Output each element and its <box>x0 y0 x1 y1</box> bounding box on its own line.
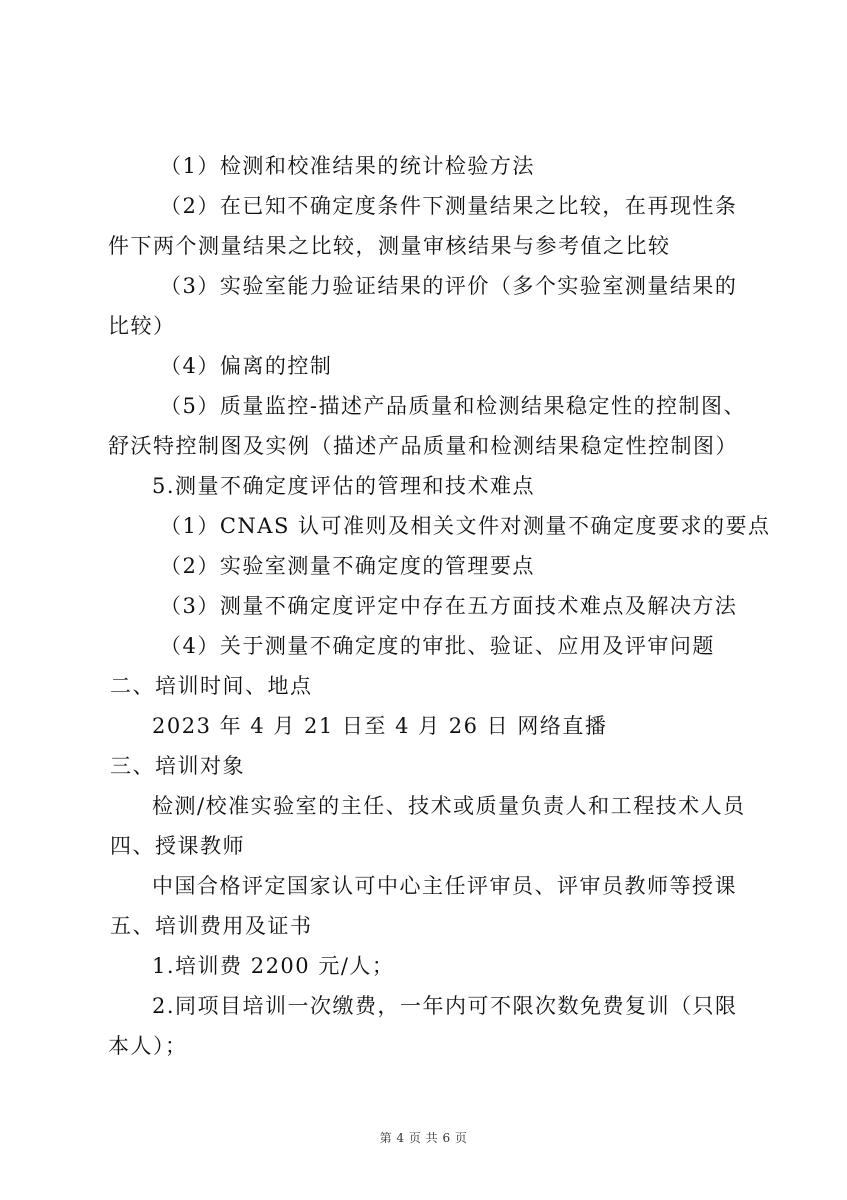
list-item-approval: （4）关于测量不确定度的审批、验证、应用及评审问题 <box>160 634 715 658</box>
fee-item-price: 1.培训费 2200 元/人； <box>152 954 395 978</box>
page-number-footer: 第 4 页 共 6 页 <box>379 1131 468 1145</box>
list-item-quality-monitoring: （5）质量监控-描述产品质量和检测结果稳定性的控制图、 <box>160 394 746 418</box>
list-item-cnas: （1）CNAS 认可准则及相关文件对测量不确定度要求的要点 <box>160 514 771 538</box>
instructors-text: 中国合格评定国家认可中心主任评审员、评审员教师等授课 <box>152 874 737 898</box>
list-item-quality-monitoring-cont: 舒沃特控制图及实例（描述产品质量和检测结果稳定性控制图） <box>108 434 738 458</box>
section-heading-uncertainty: 5.测量不确定度评估的管理和技术难点 <box>152 474 536 498</box>
time-location-text: 2023 年 4 月 21 日至 4 月 26 日 网络直播 <box>152 714 608 738</box>
list-item-proficiency: （3）实验室能力验证结果的评价（多个实验室测量结果的 <box>160 274 738 298</box>
heading-fees-certificate: 五、培训费用及证书 <box>110 914 313 938</box>
fee-item-retraining-cont: 本人）； <box>108 1034 188 1058</box>
list-item-comparison: （2）在已知不确定度条件下测量结果之比较，在再现性条 <box>160 194 738 218</box>
list-item-deviation: （4）偏离的控制 <box>160 354 333 378</box>
list-item-comparison-cont: 件下两个测量结果之比较，测量审核结果与参考值之比较 <box>108 234 671 258</box>
list-item-proficiency-cont: 比较） <box>108 314 176 338</box>
list-item-lab-management: （2）实验室测量不确定度的管理要点 <box>160 554 535 578</box>
heading-audience: 三、培训对象 <box>110 754 245 778</box>
audience-text: 检测/校准实验室的主任、技术或质量负责人和工程技术人员 <box>152 794 746 818</box>
heading-time-location: 二、培训时间、地点 <box>110 674 313 698</box>
list-item-statistical-test: （1）检测和校准结果的统计检验方法 <box>160 154 535 178</box>
heading-instructors: 四、授课教师 <box>110 834 245 858</box>
list-item-technical-difficulties: （3）测量不确定度评定中存在五方面技术难点及解决方法 <box>160 594 738 618</box>
fee-item-retraining: 2.同项目培训一次缴费，一年内可不限次数免费复训（只限 <box>152 994 738 1018</box>
